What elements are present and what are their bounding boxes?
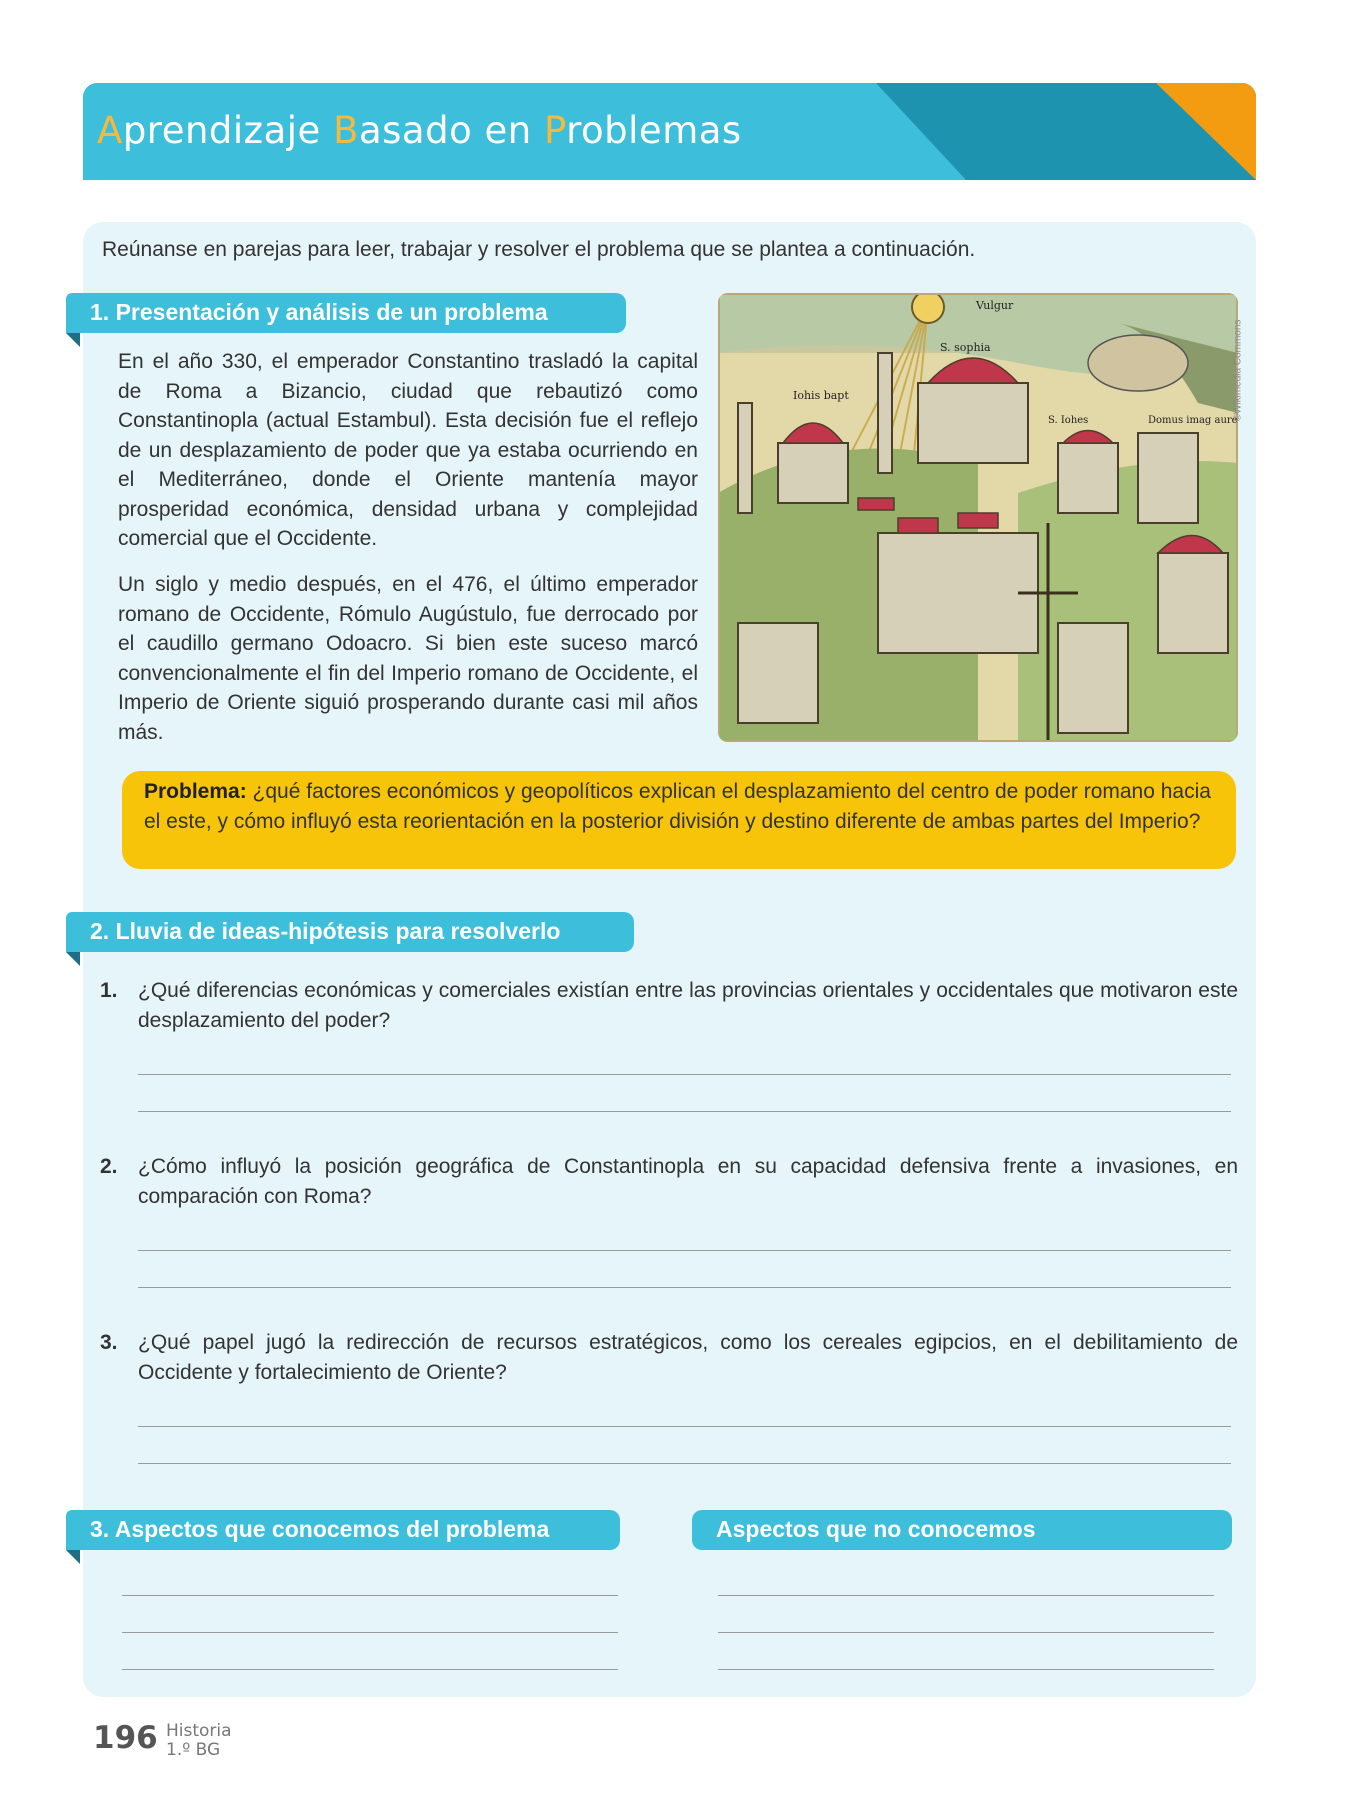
section1-heading: 1. Presentación y análisis de un problema: [66, 293, 626, 333]
section1-paragraph1: En el año 330, el emperador Constantino trasladó la capital de Roma a Bizancio, ciudad que rebautizó como Constantinopla (actual Estambul). Esta decisión fue el reflejo de un desplazamiento de poder que ya estaba ocurriendo en el Mediterráneo, donde el Oriente mantenía mayor prosperidad económica, densidad urbana y complejidad comercial que el Occidente.: [118, 350, 698, 550]
answer-line-2b[interactable]: [138, 1287, 1231, 1288]
unknown-line-1[interactable]: [718, 1595, 1214, 1596]
answer-line-3b[interactable]: [138, 1463, 1231, 1464]
unknown-line-2[interactable]: [718, 1632, 1214, 1633]
answer-line-3a[interactable]: [138, 1426, 1231, 1427]
answer-line-1b[interactable]: [138, 1111, 1231, 1112]
dua-sub-label: Participación: [997, 52, 1123, 74]
intro-text: Reúnanse en parejas para leer, trabajar y resolver el problema que se plantea a continuación.: [102, 238, 976, 261]
page-title: Aprendizaje Basado en Problemas: [97, 109, 742, 152]
problem-label: Problema:: [144, 780, 247, 803]
image-label-iohis: Iohis bapt: [793, 389, 849, 402]
footer-subject: [166, 1722, 232, 1760]
page-number: 196: [93, 1720, 158, 1756]
problem-box: [122, 771, 1236, 869]
image-label-domus: Domus imag aure: [1148, 415, 1238, 426]
image-credit: ©Wikimedia Commons: [1232, 319, 1244, 422]
footer-grade: 1.º BG: [166, 1740, 221, 1760]
header-banner: [83, 83, 1256, 180]
section3-unknown-heading: Aspectos que no conocemos: [692, 1510, 1232, 1550]
section1-paragraph2: Un siglo y medio después, en el 476, el último emperador romano de Occidente, Rómulo Augústulo, fue derrocado por el caudillo germano Odoacro. Si bien este suceso marcó convencionalmente el fin del Imperio romano de Occidente, el Imperio de Oriente siguió prosperando durante casi mil años más.: [118, 573, 698, 744]
medieval-city-icon: [718, 293, 1238, 742]
answer-line-1a[interactable]: [138, 1074, 1231, 1075]
image-label-iohes: S. Iohes: [1048, 415, 1089, 426]
known-line-3[interactable]: [122, 1669, 618, 1670]
footer-subject-name: Historia: [166, 1721, 232, 1741]
dua-label: DUA: [1034, 20, 1086, 47]
known-line-1[interactable]: [122, 1595, 618, 1596]
section3-known-heading: 3. Aspectos que conocemos del problema: [66, 1510, 620, 1550]
answer-line-2a[interactable]: [138, 1250, 1231, 1251]
medieval-city-woodcut-image: [718, 293, 1238, 742]
known-line-2[interactable]: [122, 1632, 618, 1633]
problem-text: ¿qué factores económicos y geopolíticos explican el desplazamiento del centro de poder romano hacia el este, y cómo influyó esta reorientación en la posterior división y destino diferente de ambas partes del Imperio?: [144, 780, 1211, 833]
image-label-vulgur: Vulgur: [976, 299, 1014, 312]
image-label-sophia: S. sophia: [940, 341, 991, 354]
section2-heading: 2. Lluvia de ideas-hipótesis para resolverlo: [66, 912, 634, 952]
unknown-line-3[interactable]: [718, 1669, 1214, 1670]
